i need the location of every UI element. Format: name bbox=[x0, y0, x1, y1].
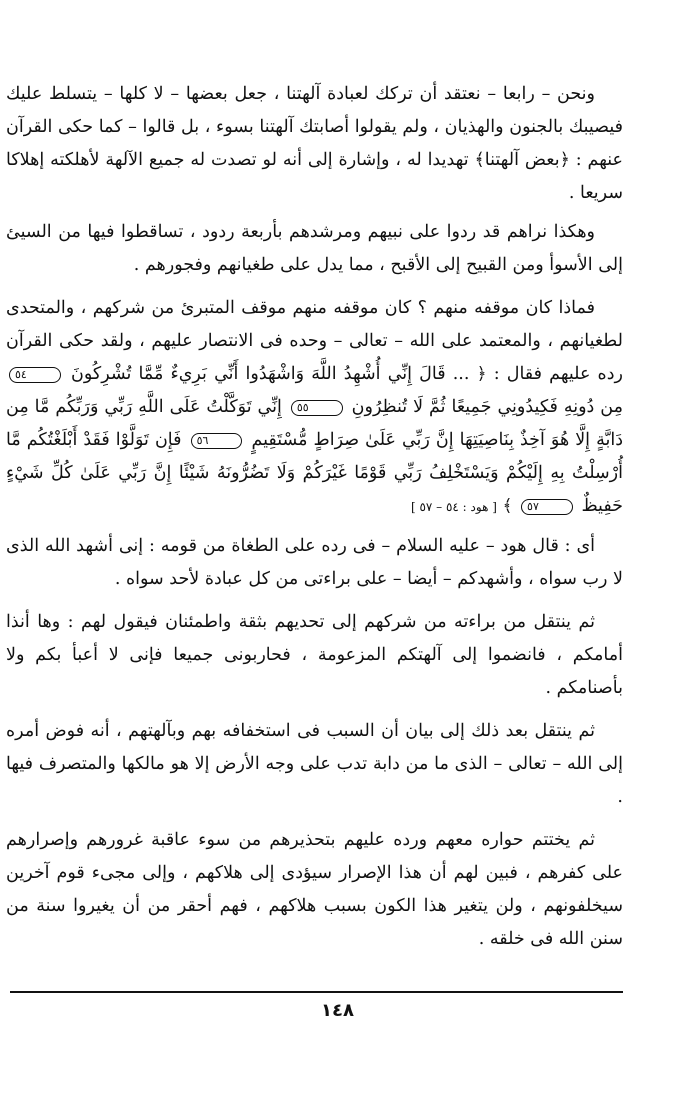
paragraph-6: ثم ينتقل بعد ذلك إلى بيان أن السبب فى استخفافه بهم وبآلهتهم ، أنه فوض أمره إلى الله – تعالى – الذى ما من دابة تدب على وجه الأرض إلا هو مالكها والمتصرف فيها . bbox=[6, 721, 623, 807]
verse-reference: [ هود : ٥٤ – ٥٧ ] bbox=[410, 500, 497, 514]
verse-number-56: ٥٦ bbox=[191, 433, 243, 449]
paragraph-7: ثم يختتم حواره معهم ورده عليهم بتحذيرهم من سوء عاقبة غرورهم وإصرارهم على كفرهم ، فبين لهم أن هذا الإصرار سيؤدى إلى هلاكهم ، وإلى مجىء قوم آخرين سيخلفونهم ، ولن يتغير هذا الكون بسبب هلاكهم ، فهم أحقر من أن يغيروا سنة من سنن الله فى خلقه . bbox=[6, 830, 623, 949]
quran-open-brace: ﴿ bbox=[476, 364, 487, 384]
paragraph-3-intro: فماذا كان موقفه منهم ؟ كان موقفه منهم موقف المتبرئ من شركهم ، والمتحدى لطغيانهم ، والمعتمد على الله – تعالى – وحده فى الانتصار عليهم ، ولقد حكى القرآن رده عليهم فقال : bbox=[6, 298, 623, 384]
body-text bbox=[6, 78, 623, 966]
paragraph-5: ثم ينتقل من براءته من شركهم إلى تحديهم بثقة واطمئنان فيقول لهم : وها أنذا أمامكم ، فانضموا إلى آلهتكم المزعومة ، فحاربونى جميعا فإنى لا أعبأ بكم ولا بأصنامكم . bbox=[6, 612, 623, 698]
page-number: ١٤٨ bbox=[321, 1000, 354, 1021]
verse-number-55: ٥٥ bbox=[291, 400, 343, 416]
paragraph-1: ونحن – رابعا – نعتقد أن تركك لعبادة آلهتنا ، جعل بعضها – لا كلها – يتسلط عليك فيصيبك بالجنون والهذيان ، ولم يقولوا أصابتك آلهتنا بسوء ، بل قالوا – كما حكى القرآن عنهم : ﴿بعض آلهتنا﴾ تهديدا له ، وإشارة إلى أنه لو تصدت له جميع الآلهة لأهلكته إهلاكا سريعا . bbox=[6, 84, 623, 203]
quran-verse-57: فَإِن تَوَلَّوْا فَقَدْ أَبْلَغْتُكُم مَّا أُرْسِلْتُ بِهِ إِلَيْكُمْ وَيَسْتَخْلِفُ رَبِّي قَوْمًا غَيْرَكُمْ وَلَا تَضُرُّونَهُ شَيْئًا إِنَّ رَبِّي عَلَىٰ كُلِّ شَيْءٍ حَفِيظٌ bbox=[6, 430, 623, 516]
quran-close-brace: ﴾ bbox=[502, 496, 513, 516]
paragraph-3-quran-citation bbox=[6, 292, 623, 524]
verse-number-57: ٥٧ bbox=[521, 499, 573, 515]
quran-verse-55: مِن دُونِهِ فَكِيدُونِي جَمِيعًا ثُمَّ لَا تُنظِرُونِ bbox=[351, 397, 623, 417]
footer-divider bbox=[10, 991, 623, 993]
quran-verse-56: إِنِّي تَوَكَّلْتُ عَلَى اللَّهِ رَبِّي وَرَبِّكُم مَّا مِن دَابَّةٍ إِلَّا هُوَ آخِذٌ بِنَاصِيَتِهَا إِنَّ رَبِّي عَلَىٰ صِرَاطٍ مُّسْتَقِيمٍ bbox=[6, 397, 623, 450]
quran-verse-54: ... قَالَ إِنِّي أُشْهِدُ اللَّهَ وَاشْهَدُوا أَنِّي بَرِيءٌ مِّمَّا تُشْرِكُونَ bbox=[70, 364, 470, 384]
paragraph-2: وهكذا نراهم قد ردوا على نبيهم ومرشدهم بأربعة ردود ، تساقطوا فيها من السيئ إلى الأسوأ ومن القبيح إلى الأقبح ، مما يدل على طغيانهم وفجورهم . bbox=[6, 222, 623, 275]
paragraph-4: أى : قال هود – عليه السلام – فى رده على الطغاة من قومه : إنى أشهد الله الذى لا رب سواه ، وأشهدكم – أيضا – على براءتى من كل عبادة لأحد سواه . bbox=[6, 536, 623, 589]
verse-number-54: ٥٤ bbox=[9, 367, 61, 383]
